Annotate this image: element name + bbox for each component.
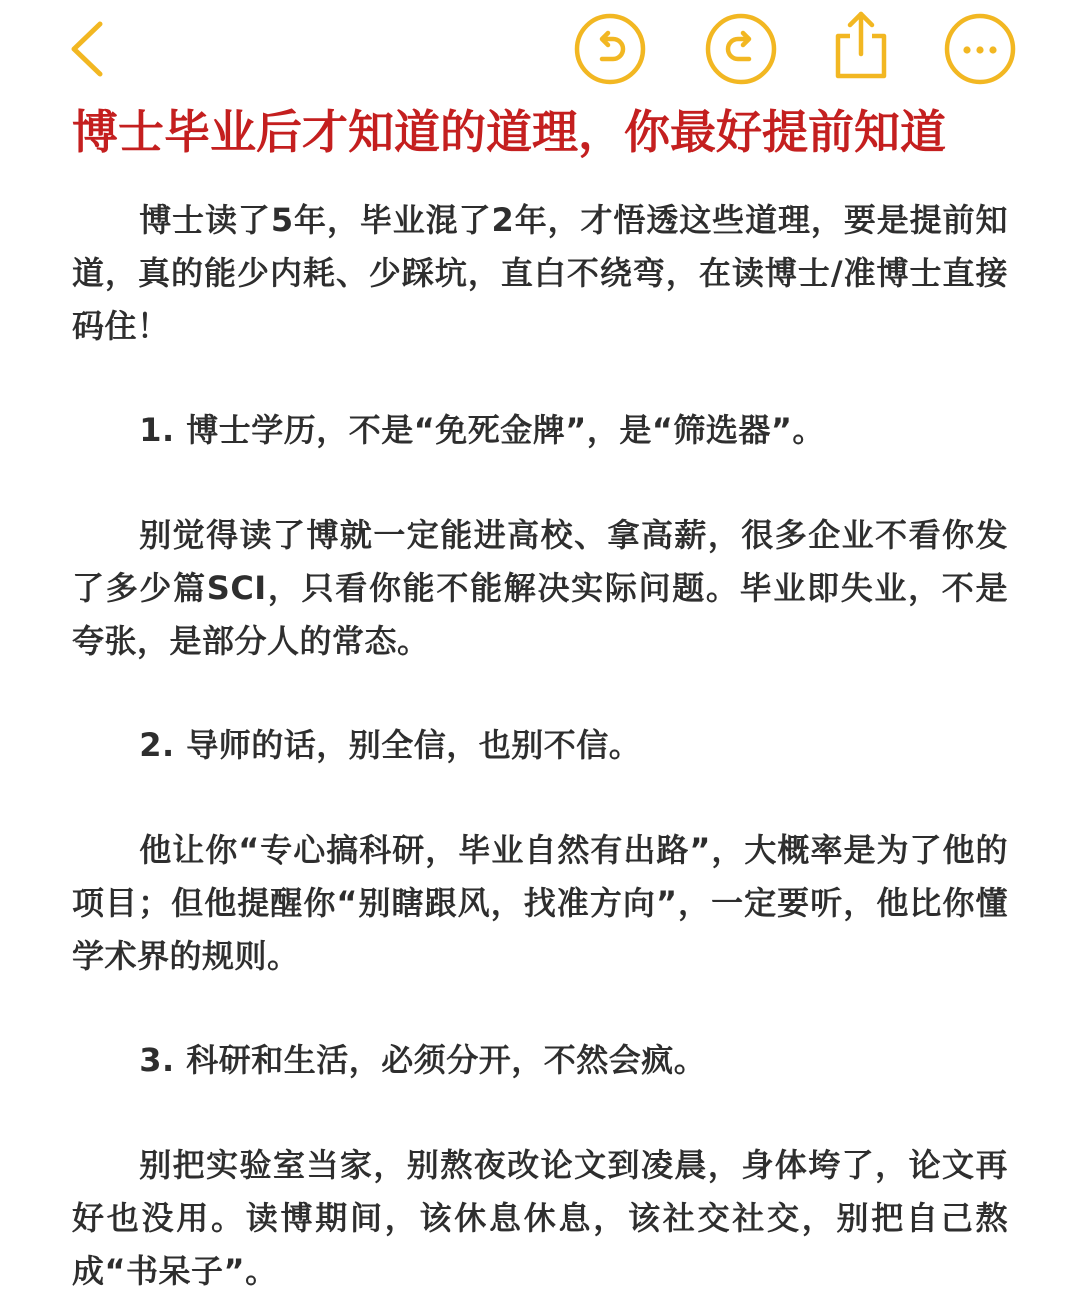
point-1-body: 别觉得读了博就一定能进高校、拿高薪，很多企业不看你发了多少篇SCI，只看你能不能解决实际问题。毕业即失业，不是夸张，是部分人的常态。 <box>72 516 1008 660</box>
chevron-left-icon <box>62 18 112 80</box>
share-button[interactable] <box>830 8 892 82</box>
article-body <box>72 194 1008 1298</box>
redo-button[interactable] <box>704 12 778 86</box>
redo-icon <box>704 12 778 86</box>
point-2-heading: 2. 导师的话，别全信，也别不信。 <box>139 726 642 764</box>
back-button[interactable] <box>62 18 112 80</box>
point-2-body: 他让你“专心搞科研，毕业自然有出路”，大概率是为了他的项目；但他提醒你“别瞎跟风，找准方向”，一定要听，他比你懂学术界的规则。 <box>72 831 1008 975</box>
undo-button[interactable] <box>573 12 647 86</box>
point-3-body: 别把实验室当家，别熬夜改论文到凌晨，身体垮了，论文再好也没用。读博期间，该休息休息，该社交社交，别把自己熬成“书呆子”。 <box>72 1146 1008 1290</box>
more-icon <box>943 12 1017 86</box>
article-title: 博士毕业后才知道的道理，你最好提前知道 <box>72 105 946 159</box>
top-toolbar <box>0 0 1080 100</box>
share-icon <box>830 8 892 82</box>
more-button[interactable] <box>943 12 1017 86</box>
undo-icon <box>573 12 647 86</box>
point-3-heading: 3. 科研和生活，必须分开，不然会疯。 <box>139 1041 707 1079</box>
intro-paragraph: 博士读了5年，毕业混了2年，才悟透这些道理，要是提前知道，真的能少内耗、少踩坑，直白不绕弯，在读博士/准博士直接码住！ <box>72 201 1008 345</box>
point-1-heading: 1. 博士学历，不是“免死金牌”，是“筛选器”。 <box>139 411 825 449</box>
